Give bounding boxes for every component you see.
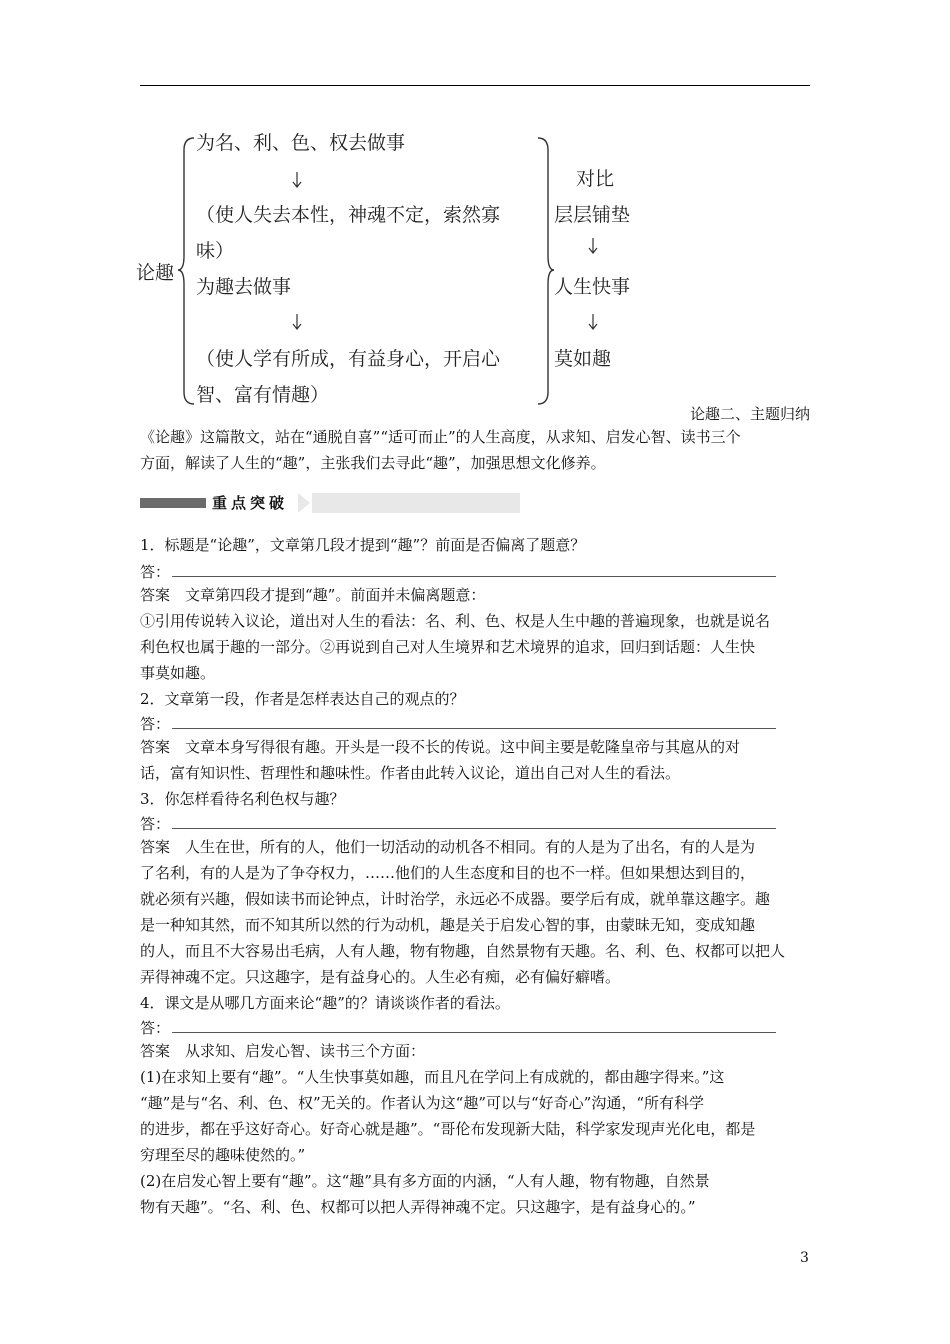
answer-4-line: 物有天趣”。“名、利、色、权都可以把人弄得神魂不定。只这趣字，是有益身心的。” — [140, 1198, 696, 1216]
answer-prompt: 答： — [140, 715, 171, 733]
answer-prompt: 答： — [140, 563, 171, 581]
diagram-root: 论趣 — [136, 262, 175, 284]
question-2: 2．文章第一段，作者是怎样表达自己的观点的？ — [140, 690, 465, 708]
section-title: 重点突破 — [212, 494, 289, 512]
answer-4-line: “趣”是与“名、利、色、权”无关的。作者认为这“趣”可以与“好奇心”沟通，“所有科学 — [140, 1094, 705, 1112]
answer-4-line: 穷理至尽的趣味使然的。” — [140, 1146, 306, 1164]
diagram-right-life-joy: 人生快事 — [554, 276, 631, 298]
question-3: 3．你怎样看待名利色权与趣？ — [140, 790, 345, 808]
diagram-left-result-2: 智、富有情趣） — [196, 384, 330, 406]
answer-1-line: 答案 文章第四段才提到“趣”。前面并未偏离题意： — [140, 586, 486, 604]
answer-prompt: 答： — [140, 1019, 171, 1037]
answer-3-line: 了名利，有的人是为了争夺权力，……他们的人生态度和目的也不一样。但如果想达到目的， — [140, 864, 756, 882]
question-4: 4．课文是从哪几方面来论“趣”的？请谈谈作者的看法。 — [140, 994, 510, 1012]
diagram-left-effect-1: （使人失去本性，神魂不定，索然寡 — [196, 204, 501, 226]
down-arrow-icon — [588, 314, 598, 330]
answer-1-line: 事莫如趣。 — [140, 664, 216, 682]
answer-3-line: 就必须有兴趣，假如读书而论钟点，计时治学，永远必不成器。要学后有成，就单靠这趣字。趣 — [140, 890, 771, 908]
answer-prompt: 答： — [140, 815, 171, 833]
section-bar-dark — [140, 498, 206, 508]
answer-1-line: ①引用传说转入议论，道出对人生的看法：名、利、色、权是人生中趣的普遍现象，也就是说名 — [140, 612, 771, 630]
diagram-left-top: 为名、利、色、权去做事 — [196, 132, 406, 154]
diagram-left-result-1: （使人学有所成，有益身心，开启心 — [196, 348, 501, 370]
answer-1-line: 利色权也属于趣的一部分。②再说到自己对人生境界和艺术境界的追求，回归到话题：人生快 — [140, 638, 756, 656]
summary-line: 方面，解读了人生的“趣”，主张我们去寻此“趣”，加强思想文化修养。 — [140, 454, 606, 472]
down-arrow-icon — [292, 172, 302, 188]
caption: 论趣二、主题归纳 — [689, 405, 810, 423]
structure-diagram — [136, 118, 656, 418]
right-brace — [536, 136, 556, 406]
summary-line: 《论趣》这篇散文，站在“通脱自喜”“适可而止”的人生高度，从求知、启发心智、读书三个 — [140, 428, 741, 446]
answer-blank-4[interactable] — [140, 1018, 776, 1038]
answer-3-line: 是一种知其然，而不知其所以然的行为动机，趣是关于启发心智的事，由蒙昧无知，变成知趣 — [140, 916, 756, 934]
answer-2-line: 答案 文章本身写得很有趣。开头是一段不长的传说。这中间主要是乾隆皇帝与其扈从的对 — [140, 738, 741, 756]
diagram-left-effect-2: 味） — [196, 240, 235, 262]
left-brace — [176, 136, 196, 406]
answer-blank-2[interactable] — [140, 714, 776, 734]
down-arrow-icon — [588, 238, 598, 254]
diagram-left-bottom: 为趣去做事 — [196, 276, 292, 298]
diagram-right-layering: 层层铺垫 — [554, 204, 631, 226]
section-chevron — [298, 493, 310, 513]
answer-4-line: 的进步，都在乎这好奇心。好奇心就是趣”。“哥伦布发现新大陆，科学家发现声光化电，都是 — [140, 1120, 756, 1138]
answer-blank-1[interactable] — [140, 562, 776, 582]
answer-3-line: 答案 人生在世，所有的人，他们一切活动的动机各不相同。有的人是为了出名，有的人是为 — [140, 838, 756, 856]
page-number: 3 — [800, 1250, 809, 1266]
section-heading — [140, 493, 520, 513]
question-1: 1．标题是“论趣”，文章第几段才提到“趣”？前面是否偏离了题意？ — [140, 536, 586, 554]
answer-3-line: 的人，而且不大容易出毛病，人有人趣，物有物趣，自然景物有天趣。名、利、色、权都可以把人 — [140, 942, 786, 960]
answer-4-line: 答案 从求知、启发心智、读书三个方面： — [140, 1042, 426, 1060]
section-bar-light — [312, 493, 520, 513]
answer-4-line: (1)在求知上要有“趣”。“人生快事莫如趣，而且凡在学问上有成就的，都由趣字得来。”这 — [140, 1068, 725, 1086]
answer-2-line: 话，富有知识性、哲理性和趣味性。作者由此转入议论，道出自己对人生的看法。 — [140, 764, 681, 782]
diagram-right-interest: 莫如趣 — [554, 348, 612, 370]
header-rule — [140, 85, 810, 86]
down-arrow-icon — [292, 314, 302, 330]
answer-4-line: (2)在启发心智上要有“趣”。这“趣”具有多方面的内涵，“人有人趣，物有物趣，自然景 — [140, 1172, 710, 1190]
answer-3-line: 弄得神魂不定。只这趣字，是有益身心的。人生必有痴，必有偏好癖嗜。 — [140, 968, 621, 986]
answer-blank-3[interactable] — [140, 814, 776, 834]
diagram-right-contrast: 对比 — [576, 168, 615, 190]
